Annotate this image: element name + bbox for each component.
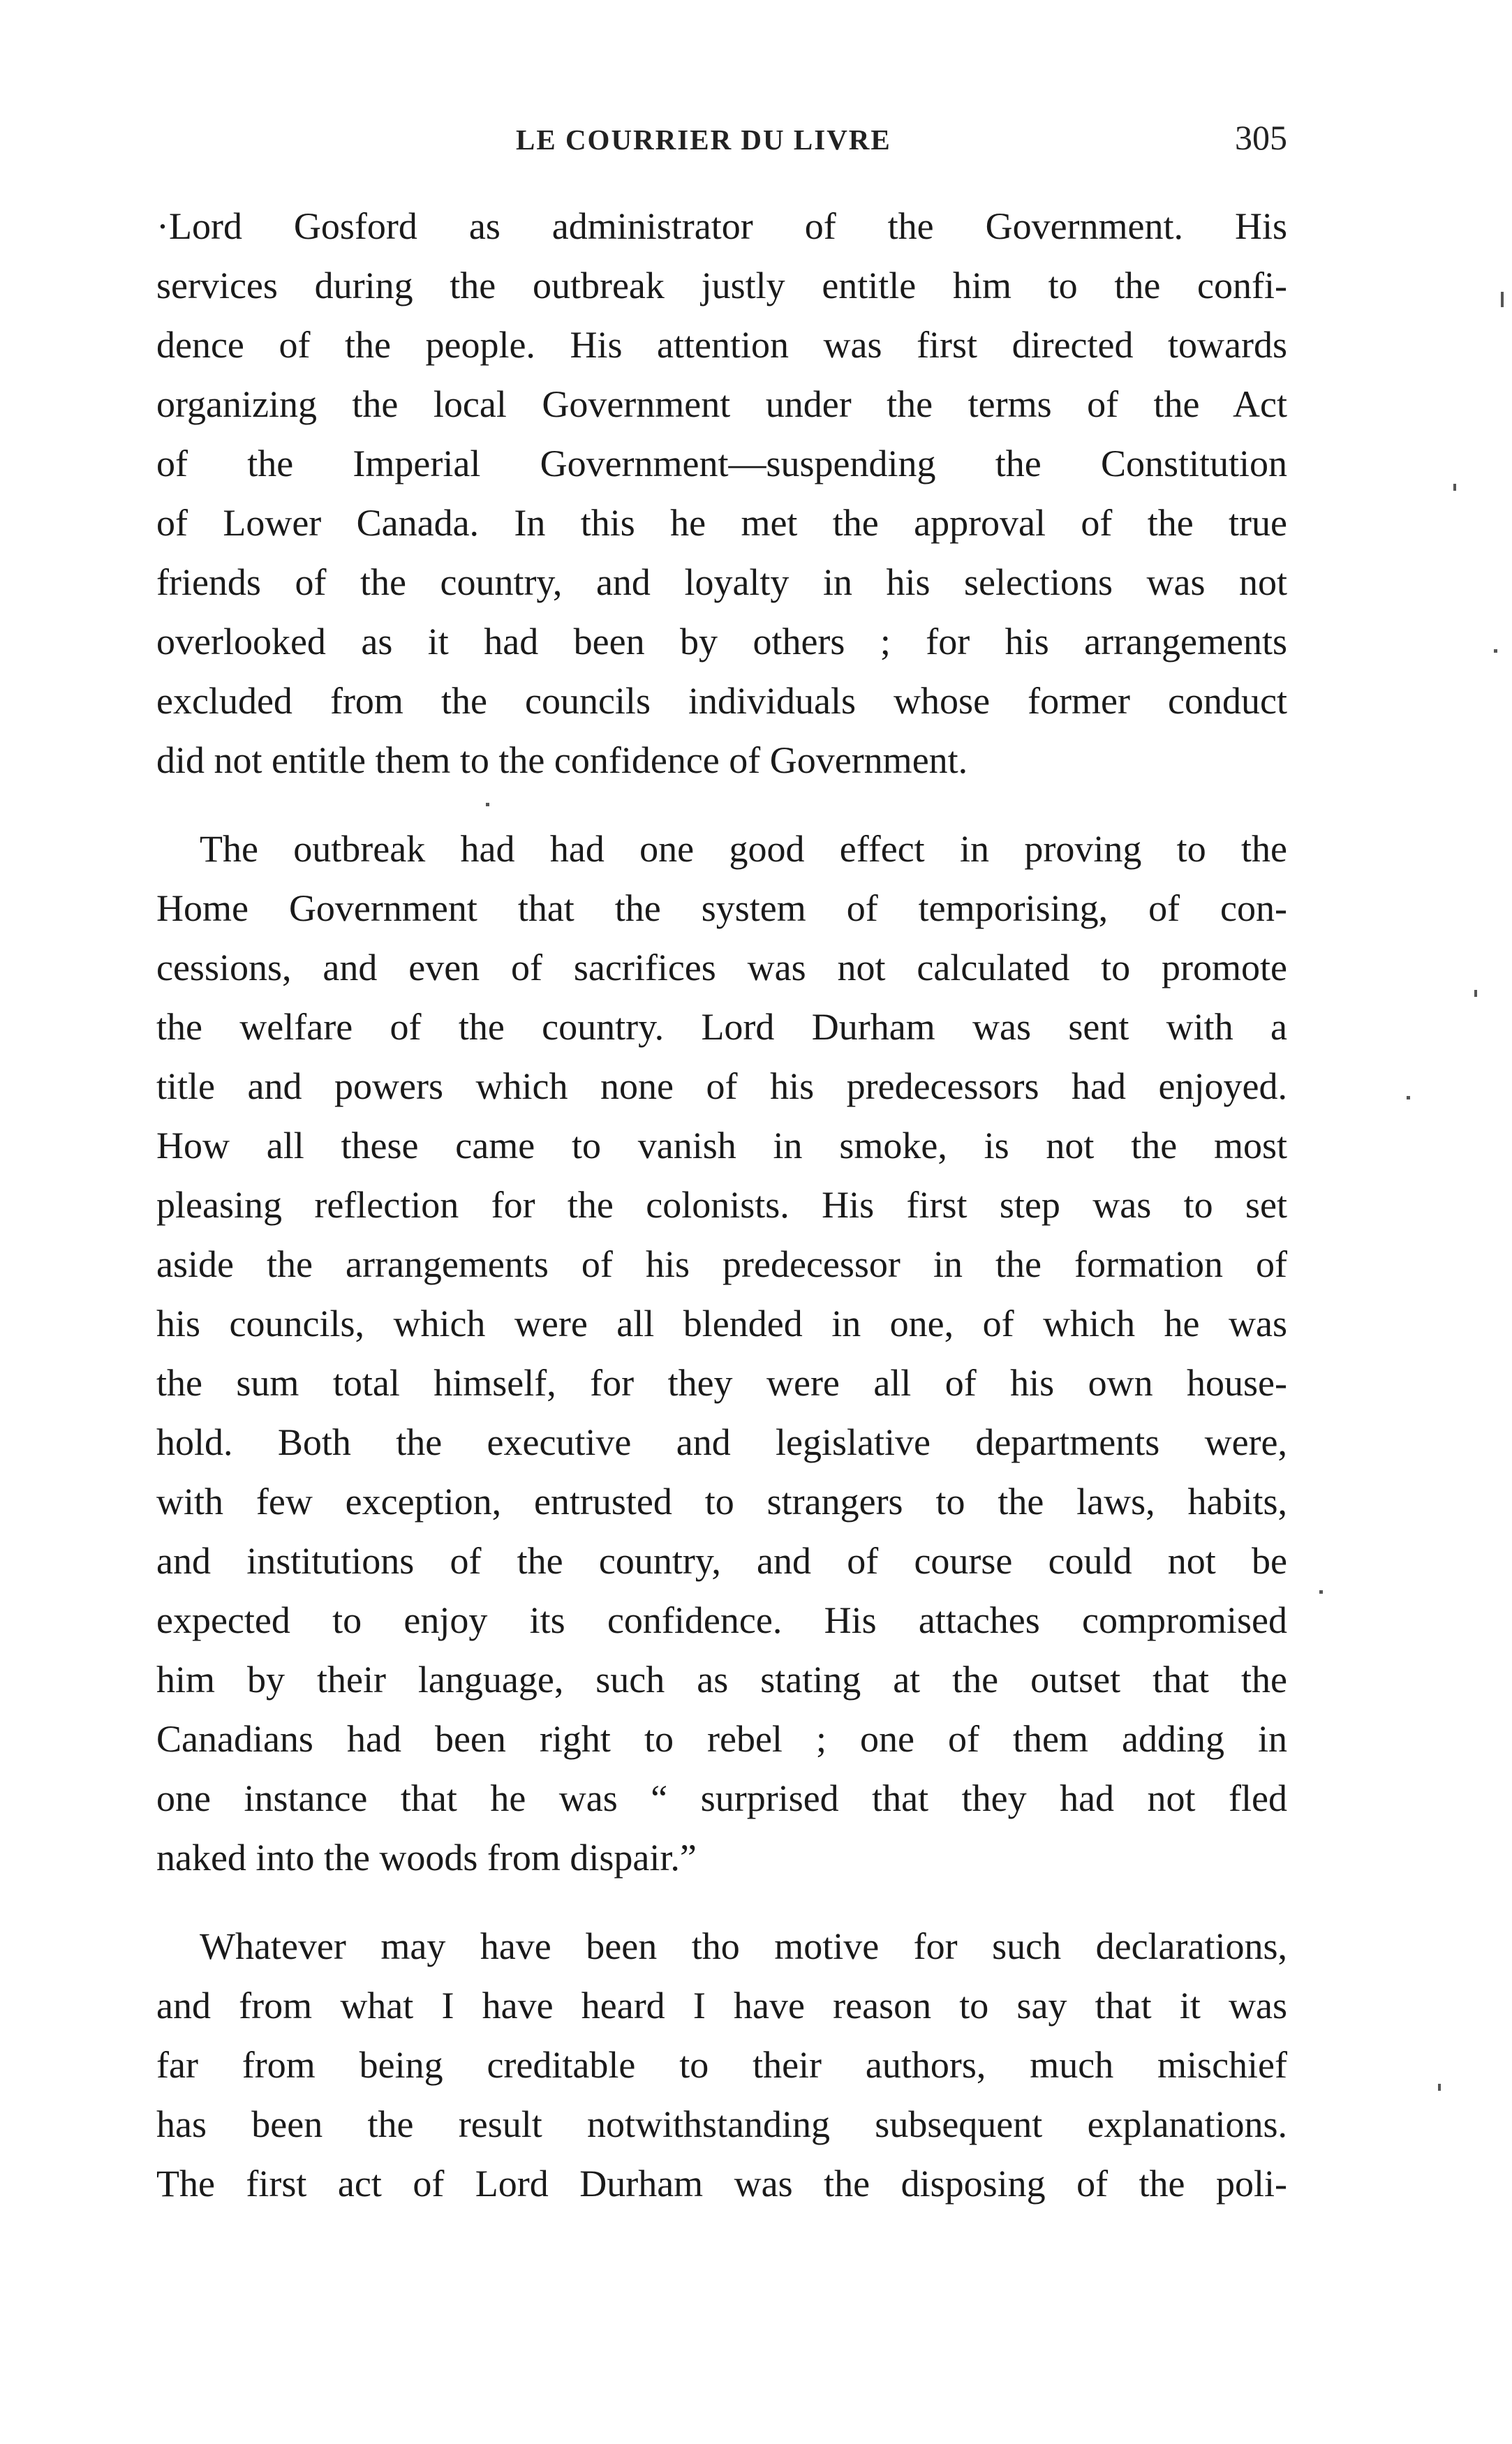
text-line: Whatever may have been tho motive for such declarations, — [200, 1925, 1287, 1967]
text-line: with few exception, entrusted to strangers to the laws, habits, — [156, 1481, 1287, 1523]
text-line: naked into the woods from dispair.” — [156, 1837, 697, 1879]
text-line: overlooked as it had been by others ; for his arrangements — [156, 621, 1287, 662]
scan-speck — [1407, 1096, 1410, 1099]
text-line: Home Government that the system of temporising, of con- — [156, 887, 1287, 929]
text-line: dence of the people. His attention was first directed towards — [156, 324, 1287, 366]
text-line: How all these came to vanish in smoke, is not the most — [156, 1125, 1287, 1167]
text-line: has been the result notwithstanding subsequent explanations. — [156, 2103, 1287, 2145]
text-line: of Lower Canada. In this he met the approval of the true — [156, 502, 1287, 544]
scan-speck — [1501, 292, 1504, 307]
scan-speck — [1474, 990, 1477, 997]
text-line: one instance that he was “ surprised that they had not fled — [156, 1777, 1287, 1819]
scan-speck — [1319, 1590, 1323, 1594]
scan-speck — [1453, 484, 1456, 491]
text-line: and from what I have heard I have reason to say that it was — [156, 1985, 1287, 2027]
text-line: the sum total himself, for they were all of his own house- — [156, 1362, 1287, 1404]
paragraph-2 — [156, 820, 1287, 1888]
text-line: ·Lord Gosford as administrator of the Government. His — [156, 205, 1287, 247]
text-line: organizing the local Government under the terms of the Act — [156, 383, 1287, 425]
text-line: did not entitle them to the confidence of Government. — [156, 739, 968, 781]
text-line: far from being creditable to their authors, much mischief — [156, 2044, 1287, 2086]
text-line: expected to enjoy its confidence. His attaches compromised — [156, 1599, 1287, 1641]
text-line: of the Imperial Government—suspending the Constitution — [156, 443, 1287, 484]
text-line: The first act of Lord Durham was the disposing of the poli- — [156, 2163, 1287, 2205]
scan-speck — [1494, 649, 1497, 653]
paragraph-1 — [156, 197, 1287, 790]
text-line: and institutions of the country, and of course could not be — [156, 1540, 1287, 1582]
text-line: his councils, which were all blended in one, of which he was — [156, 1303, 1287, 1345]
page-number: 305 — [1235, 118, 1287, 157]
scan-speck — [486, 803, 489, 806]
running-title: LE COURRIER DU LIVRE — [516, 124, 891, 156]
text-line: services during the outbreak justly entitle him to the confi- — [156, 265, 1287, 306]
paragraph-3 — [156, 1917, 1287, 2214]
text-line: him by their language, such as stating at the outset that the — [156, 1659, 1287, 1701]
scan-speck — [1438, 2084, 1441, 2091]
text-line: the welfare of the country. Lord Durham was sent with a — [156, 1006, 1287, 1048]
text-line: pleasing reflection for the colonists. His first step was to set — [156, 1184, 1287, 1226]
text-line: hold. Both the executive and legislative departments were, — [156, 1421, 1287, 1463]
text-line: friends of the country, and loyalty in his selections was not — [156, 561, 1287, 603]
text-line: title and powers which none of his predecessors had enjoyed. — [156, 1065, 1287, 1107]
page-header — [156, 117, 1287, 166]
text-line: Canadians had been right to rebel ; one of them adding in — [156, 1718, 1287, 1760]
body-text — [156, 197, 1287, 2214]
text-line: cessions, and even of sacrifices was not calculated to promote — [156, 947, 1287, 988]
text-line: The outbreak had had one good effect in proving to the — [200, 828, 1287, 870]
text-line: aside the arrangements of his predecessor in the formation of — [156, 1243, 1287, 1285]
text-line: excluded from the councils individuals whose former conduct — [156, 680, 1287, 722]
